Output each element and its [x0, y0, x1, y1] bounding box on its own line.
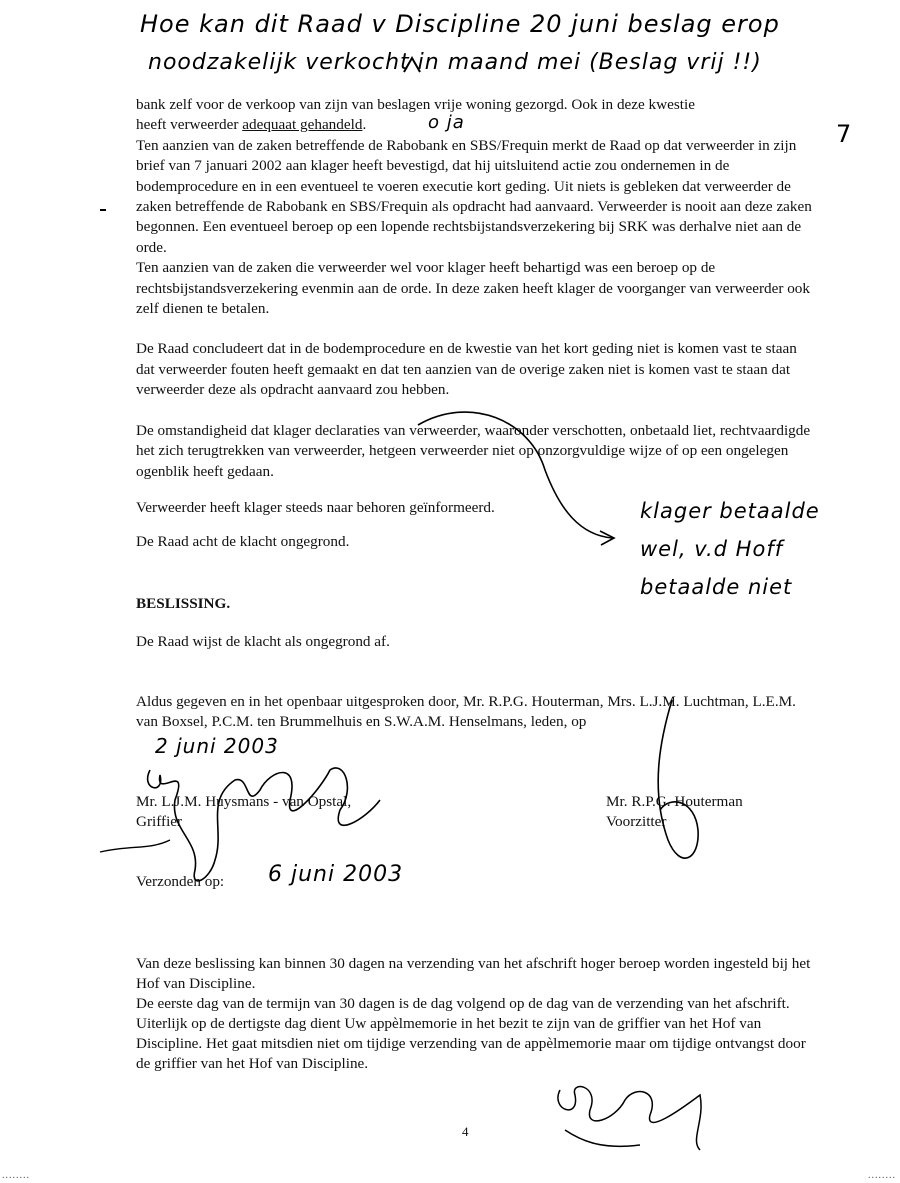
paragraph-3: Ten aanzien van de zaken die verweerder wel voor klager heeft behartigd was een beroep op de rechtsbijstandsverzekering evenmin aan de orde. In deze zaken heeft klager de voorganger van verweerder ook zelf dienen te betalen. [136, 259, 810, 318]
griffier-role: Griffier [136, 813, 183, 830]
appeal-notice: Van deze beslissing kan binnen 30 dagen na verzending van het afschrift hoger beroep worden ingesteld bij het Hof van Discipline. [136, 955, 811, 992]
margin-note-line3: betaalde niet [640, 575, 793, 599]
paraph-signature [558, 1087, 701, 1150]
decision-text: De Raad wijst de klacht als ongegrond af. [136, 633, 390, 650]
appeal-term-notice: De eerste dag van de termijn van 30 dagen is de dag volgend op de dag van de verzending van het afschrift. Uiterlijk op de dertigste dag dient Uw appèlmemorie in het bezit te zijn van de griffier van het Hof van Discipline. Het gaat mitsdien niet om tijdige verzending van de appèlmemorie maar om tijdige ontvangst door de griffier van het Hof van Discipline. [136, 995, 806, 1072]
handwritten-sent-date: 6 juni 2003 [268, 862, 404, 887]
handwritten-note-top-line2: noodzakelijk verkocht in maand mei (Beslag vrij !!) [148, 50, 762, 75]
margin-note-line2: wel, v.d Hoff [640, 537, 784, 561]
page-number: 4 [462, 1124, 469, 1139]
griffier-signature-stroke2 [100, 840, 170, 852]
underlined-phrase: adequaat gehandeld [242, 116, 363, 134]
curved-arrow [418, 412, 612, 538]
handwritten-decision-date: 2 juni 2003 [155, 734, 279, 758]
paragraph-4: De Raad concludeert dat in de bodemprocedure en de kwestie van het kort geding niet is komen vast te staan dat verweerder fouten heeft gemaakt en dat ten aanzien van de overige zaken niet is komen vast te staan dat verweerder deze als opdracht aanvaard zou hebben. [136, 340, 797, 399]
sent-label: Verzonden op: [136, 873, 225, 890]
handwritten-page-mark: 7 [836, 120, 853, 148]
paragraph-1-line1: bank zelf voor de verkoop van zijn van beslagen vrije woning gezorgd. Ook in deze kwestie [136, 96, 695, 113]
voorzitter-role: Voorzitter [606, 813, 667, 830]
decision-heading: BESLISSING. [136, 595, 231, 612]
bottom-dots-right: ........ [868, 1170, 896, 1181]
paragraph-5: De omstandigheid dat klager declaraties van verweerder, waaronder verschotten, onbetaald liet, rechtvaardigde het zich terugtrekken van verweerder, hetgeen verweerder niet op onzorgvuldige wijze of op een ongelegen ogenblik heeft gedaan. [136, 421, 811, 480]
margin-note-line1: klager betaalde [640, 499, 820, 523]
paragraph-7: De Raad acht de klacht ongegrond. [136, 533, 350, 550]
bottom-dots-left: ........ [2, 1170, 30, 1181]
griffier-signature [148, 768, 380, 881]
closing-statement: Aldus gegeven en in het openbaar uitgesproken door, Mr. R.P.G. Houterman, Mrs. L.J.M. Luchtman, L.E.M. van Boxsel, P.C.M. ten Brummelhuis en S.W.A.M. Henselmans, leden, op [136, 693, 796, 730]
caret-arrow [404, 58, 420, 72]
handwritten-o-ja: o ja [428, 112, 465, 133]
voorzitter-name: Mr. R.P.G. Houterman [606, 793, 743, 810]
paragraph-2: Ten aanzien van de zaken betreffende de Rabobank en SBS/Frequin merkt de Raad op dat verweerder in zijn brief van 7 januari 2002 aan klager heeft bevestigd, dat hij uitsluitend actie zou ondernemen in de bodemprocedure en in een eventueel te voeren executie kort geding. Uit niets is gebleken dat verweerder de zaken betreffende de Rabobank en SBS/Frequin als opdracht had aanvaard. Verweerder is nooit aan deze zaken begonnen. Een eventueel beroep op een lopende rechtsbijstandsverzekering bij SRK was derhalve niet aan de orde. [136, 136, 812, 256]
paragraph-1-line2-start: heeft verweerder [136, 116, 243, 134]
voorzitter-signature [658, 700, 698, 858]
paragraph-1-line2-end: . [362, 116, 367, 134]
handwritten-note-top-line1: Hoe kan dit Raad v Discipline 20 juni beslag erop [140, 10, 780, 38]
paragraph-6: Verweerder heeft klager steeds naar behoren geïnformeerd. [136, 499, 495, 516]
griffier-name: Mr. L.J.M. Huysmans - van Opstal, [136, 793, 352, 810]
